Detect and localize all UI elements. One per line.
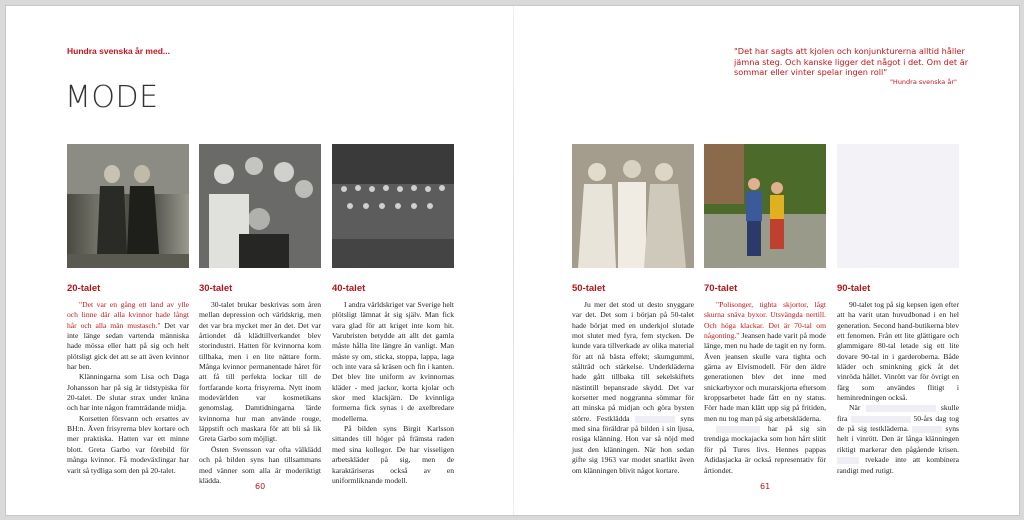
section-70s xyxy=(704,283,826,476)
section-50s xyxy=(572,283,694,476)
paragraph xyxy=(704,300,826,424)
body-text: har på sig sin trendiga mockajacka som hon hårt slitit för på Tures livs. Hennes pappas Adidasjacka är också representativ för årtiondet. xyxy=(704,424,826,475)
paragraph: 90-talet tog på sig kepsen igen efter att ha varit utan huvudbonad i en hel generation. Second hand-butikerna blev ett fenomen. Från ett lite glättigare och glammigare 80-tal letade sig ett lite dovare 90-tal in i garderoberna. Både kläder och sminkning gick åt det vinröda hållet. Vinrött var för övrigt en färg som användes flitigt i heminredningen också. xyxy=(837,300,959,403)
photo-50s-family xyxy=(572,144,694,268)
photo-90s-placeholder xyxy=(837,144,959,268)
paragraph: Klänningarna som Lisa och Daga Johansson har på sig är tidstypiska för 20-talet. De slutar strax under knäna och har inte någon framträdande midja. xyxy=(67,372,189,413)
page-number-right: 61 xyxy=(760,482,771,491)
paragraph xyxy=(67,300,189,372)
section-heading: 40-talet xyxy=(332,283,366,294)
body-text: syns med sina föräldrar på bilden i sin ljusa, rosiga klänning. Hon var så nöjd med just den klänningen. När hon sedan gifte sig 1963 var modet snarlikt även om klänningen blivit något kortare. xyxy=(572,413,694,475)
quote-text: "Det var en gång ett land av ylle och linne där alla kvinnor hade långt hår och alla män mustasch." xyxy=(67,300,189,330)
running-title: Hundra svenska år med... xyxy=(67,46,170,56)
section-heading: 90-talet xyxy=(837,283,871,294)
body-text: Ju mer det stod ut desto snyggare var det. Det som i början på 50-talet hade börjat med en underkjol slutade mot slutet med fyra, fem stycken. De kunde vara tillverkade av olika material för att nå bästa effekt; skumgummi, stålträd och stärkelse. Underkläderna hade gått tillbaka till sekelskiftets nästintill bepansrade skydd. Det var korsetter med noggranna sömmar för att minska på midjan och göra bysten större. Festklädda xyxy=(572,300,694,423)
paragraph xyxy=(704,424,826,476)
pull-quote-source: "Hundra svenska år" xyxy=(889,78,957,86)
paragraph xyxy=(572,300,694,476)
redacted-name xyxy=(912,426,942,433)
section-40s xyxy=(332,283,454,486)
body-text: Det var inte länge sedan vartenda människa hade mössa eller hatt på sig och helt plötsligt gick det att se att även kvinnor har ben. xyxy=(67,320,189,372)
section-heading: 70-talet xyxy=(704,283,738,294)
redacted-name xyxy=(716,426,760,433)
section-title: MODE xyxy=(65,80,159,115)
paragraph: I andra världskriget var Sverige helt plötsligt lämnat åt sig själv. Man fick vara glad för att kriget inte kom hit. Varubristen betydde att allt det gamla måste hålla lite längre än vanligt. Man måste sy om, sticka, stoppa, lappa, laga och inte vara så kräsen och fin i kanten. Det blev lite uniform av kvinnornas kläder - med jackor, korta kjolar och skor med klackjärn. De kvinnliga formerna fick synas i de axelbredare modellerna. xyxy=(332,300,454,423)
paragraph: Korsetten försvann och ersattes av BH:n. Även frisyrerna blev kortare och mer praktiska. Hatten var ett minne blott. Greta Garbo var förebild för många kvinnor. Få modeväxlingar har varit så tydliga som den på 20-talet. xyxy=(67,413,189,475)
section-90s xyxy=(837,283,959,476)
book-spread xyxy=(5,5,1020,516)
photo-30s-group xyxy=(199,144,321,268)
body-text: 50-års dag tog de på sig testkläderna. xyxy=(837,413,959,434)
redacted-name xyxy=(837,457,859,464)
redacted-name xyxy=(635,416,675,423)
page-number-left: 60 xyxy=(255,482,266,491)
section-30s xyxy=(199,283,321,486)
paragraph: 30-talet brukar beskrivas som åren mellan depression och världskrig, men det var bra mycket mer än det. Det var årtiondet då klädtillverkandet blev storindustri. Hatten för kvinnorna kom tillbaka, men i en lite nättare form. Många kvinnor permanentade håret för att få till perfekta lockar till de fortfarande korta frisyrerna. Nytt inom modevärlden var kosmetikans genomslag. Damtidningarna lärde kvinnorna hur man använde rouge, läppstift och maskara för att bli så lik Greta Garbo som möjligt. xyxy=(199,300,321,444)
body-text: tvekade inte att kombinera randigt med rutigt. xyxy=(837,455,959,475)
section-heading: 20-talet xyxy=(67,283,101,294)
paragraph xyxy=(837,403,959,475)
pull-quote: "Det har sagts att kjolen och konjunkturerna alltid håller jämna steg. Och kanske ligger det något i det. Om det är sommar eller vinter spelar ingen roll" xyxy=(734,46,969,77)
page-gutter xyxy=(513,6,514,515)
photo-20s-two-women xyxy=(67,144,189,268)
body-text: Jeansen hade varit på mode länge, men nu hade de tagit en ny form. Även jeansen skulle vara tighta och gärna av Elvismodell. För den äldre generationen blev det inne med snickarbyxor och murarskjorta eftersom kroppsarbetet hade fått en ny status. Förr hade man klätt upp sig på fritiden, men nu tog man på sig arbetskläderna. xyxy=(704,331,826,423)
paragraph: På bilden syns Birgit Karlsson sittandes till höger på främsta raden med sina kollegor. De har visseligen arbetskläder på sig, men de karaktäriseras också av en uniformliknande modell. xyxy=(332,424,454,485)
body-text: När xyxy=(849,403,861,413)
paragraph: Östen Svensson var ofta välklädd och på bilden syns han tillsammans med vänner som alla är moderiktigt klädda. xyxy=(199,444,321,485)
body-text: skulle fira xyxy=(837,403,959,423)
photo-70s-couple xyxy=(704,144,826,268)
quote-text: "Polisonger, tighta skjortor, lågt skurna snäva byxor. Utsvängda nertill. Och höga klackar. Det är 70-tal om någonting." xyxy=(704,300,826,341)
body-text: syns helt i vinrött. Den är långa klänningen riktigt markerar den pågående krisen. xyxy=(837,424,959,454)
redacted-name xyxy=(866,405,936,412)
section-heading: 50-talet xyxy=(572,283,606,294)
section-heading: 30-talet xyxy=(199,283,233,294)
redacted-name xyxy=(851,416,911,423)
section-20s xyxy=(67,283,189,476)
photo-40s-uniform-group xyxy=(332,144,454,268)
